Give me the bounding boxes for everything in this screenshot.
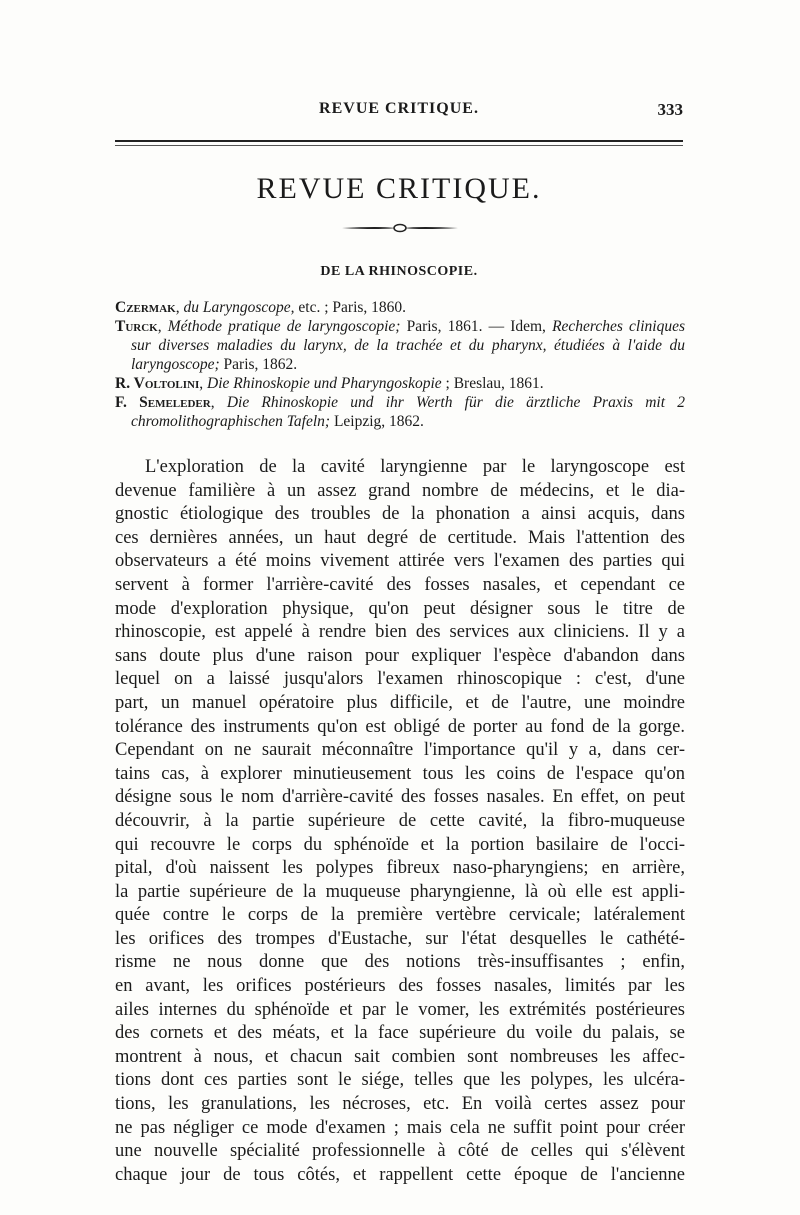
bib-title: Die Rhinoskopie und ihr Werth für die ärztliche Praxis mit 2 chromolithographischen Tafeln; [131, 394, 686, 430]
bib-author: Czermak [115, 299, 176, 316]
ornament-divider [340, 221, 460, 235]
bib-details: ; Breslau, 1861. [441, 375, 544, 392]
page-number: 333 [657, 100, 683, 119]
body-line: servent à former l'arrière-cavité des fosses nasales, et cependant ce [115, 574, 685, 595]
body-line: ne pas négliger ce mode d'examen ; mais cela ne suffit point pour créer [115, 1117, 685, 1138]
body-line: devenue familière à un assez grand nombre de médecins, et le dia- [115, 480, 685, 501]
body-line: mode d'exploration physique, qu'on peut désigner sous le titre de [115, 598, 685, 619]
bibliography [115, 298, 685, 431]
body-line: tions, les granulations, les nécroses, etc. En voilà certes assez pour [115, 1094, 685, 1115]
header-rule [115, 140, 683, 142]
body-line: tains cas, à explorer minutieusement tous les coins de l'espace qu'on [115, 763, 685, 784]
bib-author: R. Voltolini [115, 375, 200, 392]
body-line: sans doute plus d'une raison pour expliquer l'espèce d'abandon dans [115, 645, 685, 666]
bib-entry [115, 393, 685, 431]
body-line: des cornets et des méats, et la face supérieure du voile du palais, se [115, 1023, 685, 1044]
bib-entry [115, 374, 685, 393]
body-line: Cependant on ne saurait méconnaître l'importance qu'il y a, dans cer- [115, 740, 685, 761]
bib-sep: , [157, 318, 168, 335]
running-title: REVUE CRITIQUE. [319, 100, 479, 117]
body-line: L'exploration de la cavité laryngienne par le laryngoscope est [145, 457, 685, 477]
body-line: pital, d'où naissent les polypes fibreux naso-pharyngiens; en arrière, [115, 858, 685, 879]
page-title: REVUE CRITIQUE. [256, 172, 542, 205]
bib-title: du Laryngoscope, [183, 299, 295, 316]
header-rule-thin [115, 145, 683, 146]
bib-entry [115, 298, 685, 317]
bib-title: Die Rhinoskopie und Pharyngoskopie [207, 375, 442, 392]
body-line: gnostic étiologique des troubles de la phonation a ainsi acquis, dans [115, 504, 685, 525]
bib-sep: , [175, 299, 184, 316]
running-header [115, 100, 683, 126]
body-line: risme ne nous donne que des notions très-insuffisantes ; enfin, [115, 952, 685, 973]
body-line: qui recouvre le corps du sphénoïde et la portion basilaire de l'occi- [115, 834, 685, 855]
body-line: montrent à nous, et chacun sait combien sont nombreuses les affec- [115, 1046, 685, 1067]
bib-details: etc. ; Paris, 1860. [294, 299, 407, 316]
body-line: tions dont ces parties sont le siége, telles que les polypes, les ulcéra- [115, 1070, 685, 1091]
body-line: une nouvelle spécialité professionnelle à côté de celles qui s'élèvent [115, 1141, 685, 1162]
body-line: ailes internes du sphénoïde et par le vomer, les extrémités postérieures [115, 999, 685, 1020]
body-line: part, un manuel opératoire plus difficile, et de l'autre, une moindre [115, 692, 685, 713]
bib-author: Turck [115, 318, 158, 335]
bib-title: Méthode pratique de laryngoscopie; [167, 318, 401, 335]
body-line: lequel on a laissé jusqu'alors l'examen rhinoscopique : c'est, d'une [115, 669, 685, 690]
bib-entry [115, 317, 685, 374]
body-line: tolérance des instruments qu'on est obligé de porter au fond de la gorge. [115, 716, 685, 737]
body-text [115, 456, 685, 1187]
bib-sep: , [210, 394, 227, 411]
body-line: observateurs a été moins vivement attirée vers l'examen des parties qui [115, 551, 685, 572]
body-line: les orifices des trompes d'Eustache, sur l'état desquelles le cathété- [115, 928, 685, 949]
body-line: ces dernières années, un haut degré de certitude. Mais l'attention des [115, 527, 685, 548]
bib-sep: , [199, 375, 208, 392]
body-line: découvrir, à la partie supérieure de cette cavité, la fibro-muqueuse [115, 810, 685, 831]
section-title: DE LA RHINOSCOPIE. [320, 264, 478, 279]
body-line: en avant, les orifices postérieurs des fosses nasales, limités par les [115, 976, 685, 997]
bib-details: Paris, 1862. [219, 356, 298, 373]
body-line: désigne sous le nom d'arrière-cavité des fosses nasales. En effet, on peut [115, 787, 685, 808]
body-line: quée contre le corps de la première vertèbre cervicale; latéralement [115, 905, 685, 926]
bib-details: Leipzig, 1862. [330, 413, 424, 430]
body-line: la partie supérieure de la muqueuse pharyngienne, là où elle est appli- [115, 881, 685, 902]
bib-title: Recherches cliniques sur diverses maladies du larynx, de la trachée et du pharynx, étudiées à l'aide du laryngoscope; [131, 318, 685, 373]
body-line: rhinoscopie, est appelé à rendre bien des services aux cliniciens. Il y a [115, 622, 685, 643]
bib-author: F. Semeleder [115, 394, 211, 411]
body-line: chaque jour de tous côtés, et rappellent cette époque de l'ancienne [115, 1164, 685, 1185]
bib-details: Paris, 1861. — Idem, [400, 318, 553, 335]
